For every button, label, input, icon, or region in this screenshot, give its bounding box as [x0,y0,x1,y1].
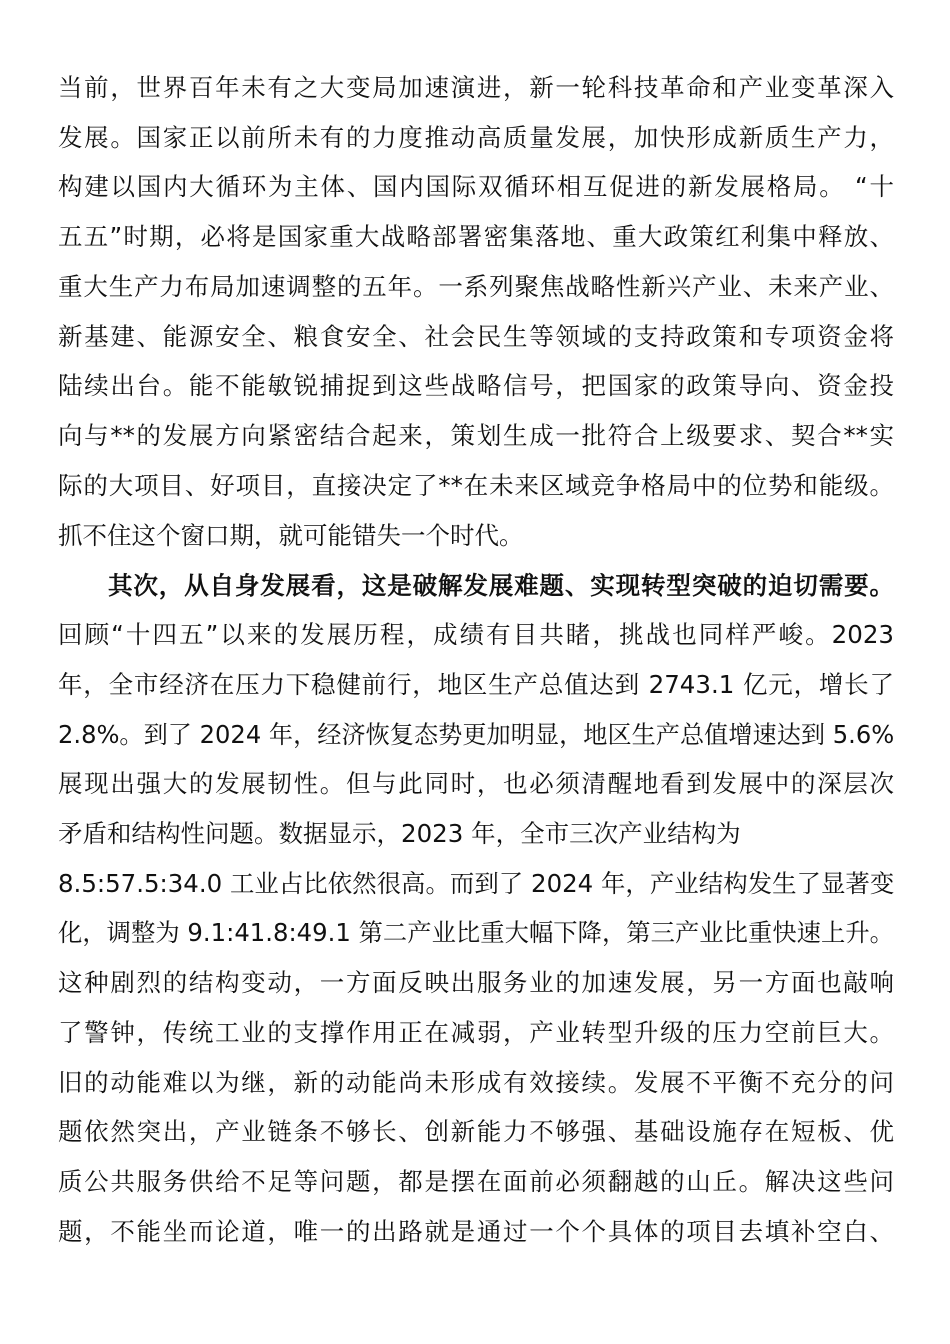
paragraph-2-line-10: 旧的动能难以为继，新的动能尚未形成有效接续。发展不平衡不充分的问 [58,1068,894,1097]
paragraph-2-line-7: 化，调整为 9.1:41.8:49.1 第二产业比重大幅下降，第三产业比重快速上升。 [58,918,894,947]
paragraph-2-line-11: 题依然突出，产业链条不够长、创新能力不够强、基础设施存在短板、优 [58,1117,894,1146]
paragraph-2-line-4: 展现出强大的发展韧性。但与此同时，也必须清醒地看到发展中的深层次 [58,769,894,798]
paragraph-1-line-10: 抓不住这个窗口期，就可能错失一个时代。 [58,521,524,550]
paragraph-1-line-6: 新基建、能源安全、粮食安全、社会民生等领域的支持政策和专项资金将 [58,322,894,351]
paragraph-2-line-8: 这种剧烈的结构变动，一方面反映出服务业的加速发展，另一方面也敲响 [58,968,894,997]
paragraph-1-line-7: 陆续出台。能不能敏锐捕捉到这些战略信号，把国家的政策导向、资金投 [58,371,894,400]
paragraph-2-line-13: 题，不能坐而论道，唯一的出路就是通过一个个具体的项目去填补空白、 [58,1217,894,1246]
paragraph-2-line-12: 质公共服务供给不足等问题，都是摆在面前必须翻越的山丘。解决这些问 [58,1167,894,1196]
paragraph-2-line-5: 矛盾和结构性问题。数据显示，2023 年，全市三次产业结构为 [58,819,741,848]
paragraph-2-line-9: 了警钟，传统工业的支撑作用正在减弱，产业转型升级的压力空前巨大。 [58,1018,894,1047]
paragraph-2-line-3: 2.8%。到了 2024 年，经济恢复态势更加明显，地区生产总值增速达到 5.6% [58,720,895,749]
paragraph-2-line-1: 回顾“十四五”以来的发展历程，成绩有目共睹，挑战也同样严峻。2023 [58,620,894,649]
paragraph-1-line-5: 重大生产力布局加速调整的五年。一系列聚焦战略性新兴产业、未来产业、 [58,272,894,301]
paragraph-2-line-6: 8.5:57.5:34.0 工业占比依然很高。而到了 2024 年，产业结构发生了显著变 [58,869,895,898]
section-heading-second: 其次，从自身发展看，这是破解发展难题、实现转型突破的迫切需要。 [108,571,894,600]
paragraph-1-line-1: 当前，世界百年未有之大变局加速演进，新一轮科技革命和产业变革深入 [58,73,894,102]
paragraph-1-line-9: 际的大项目、好项目，直接决定了**在未来区域竞争格局中的位势和能级。 [58,471,894,500]
paragraph-1-line-2: 发展。国家正以前所未有的力度推动高质量发展，加快形成新质生产力， [58,123,894,152]
paragraph-1-line-4: 五五”时期，必将是国家重大战略部署密集落地、重大政策红利集中释放、 [58,222,894,251]
paragraph-1-line-8: 向与**的发展方向紧密结合起来，策划生成一批符合上级要求、契合**实 [58,421,894,450]
paragraph-1-line-3: 构建以国内大循环为主体、国内国际双循环相互促进的新发展格局。 “十 [58,172,894,201]
paragraph-2-line-2: 年，全市经济在压力下稳健前行，地区生产总值达到 2743.1 亿元，增长了 [58,670,894,699]
